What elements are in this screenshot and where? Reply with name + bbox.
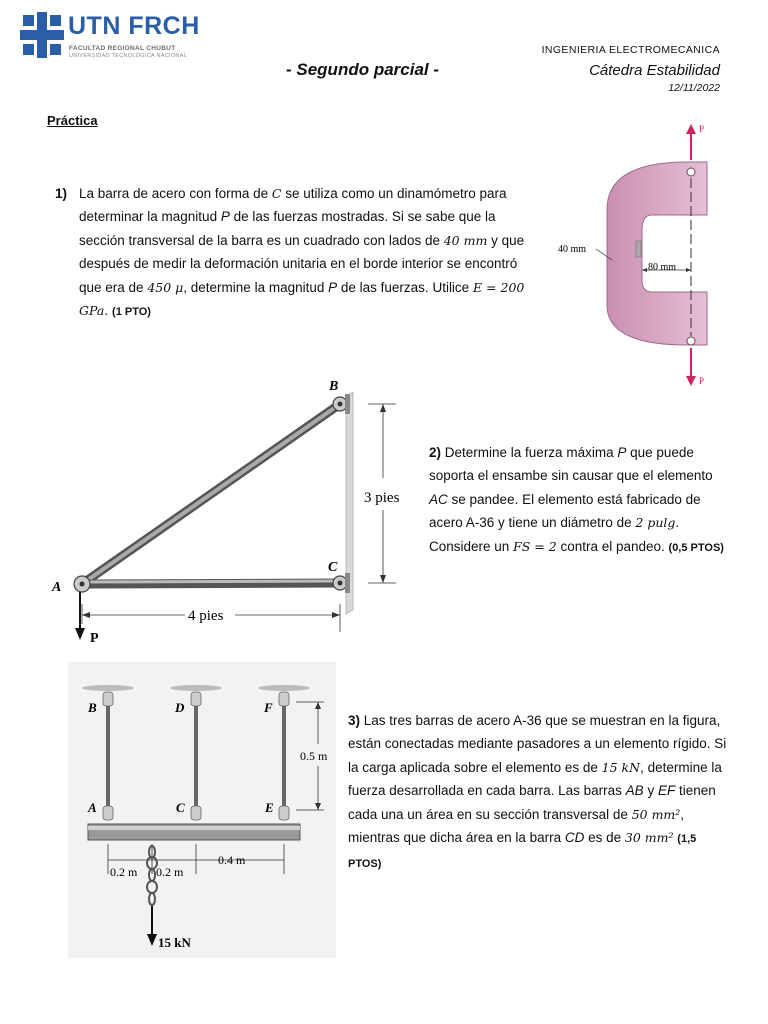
exam-title: - Segundo parcial - xyxy=(286,60,440,79)
logo-subtitle: FACULTAD REGIONAL CHUBUT xyxy=(69,45,176,52)
svg-text:0.2 m: 0.2 m xyxy=(156,865,184,879)
logo-wordmark: UTN FRCH xyxy=(68,12,200,40)
q2-text: 2) Determine la fuerza máxima P que puede soporta el ensambe sin causar que el elemento AC se pandee. El elemento está fabricado de acero A-36 y tiene un diámetro de 2 pulg. Considere un FS = 2 contra el pandeo. (0,5 PTOS) xyxy=(429,445,724,554)
svg-text:D: D xyxy=(175,700,185,715)
svg-text:C: C xyxy=(328,560,338,575)
svg-text:P: P xyxy=(699,124,705,134)
q1-points: (1 PTO) xyxy=(112,306,151,319)
svg-text:40 mm: 40 mm xyxy=(558,244,587,255)
q3-text: 3) Las tres barras de acero A-36 que se muestran en la figura, están conectadas mediante pasadores a un elemento rígido. Si la carga aplicada sobre el elemento es de 15 kN, determine la fuerza desarrollada en cada barra. Las barras AB y EF tienen cada una un área en su sección transversal de 50 mm², mientras que dicha área en la barra CD es de 30 mm² (1,5 PTOS) xyxy=(348,713,727,871)
svg-text:F: F xyxy=(264,700,273,715)
svg-text:B: B xyxy=(88,700,97,715)
q3-number: 3) xyxy=(348,713,361,728)
svg-text:P: P xyxy=(699,376,705,386)
svg-text:0.4 m: 0.4 m xyxy=(218,853,246,867)
course-label: Cátedra Estabilidad xyxy=(589,62,720,79)
utn-logo-icon xyxy=(20,12,64,58)
svg-text:C: C xyxy=(176,800,185,815)
q2-number: 2) xyxy=(429,445,442,460)
q1-number: 1) xyxy=(55,186,68,201)
c-bar-figure xyxy=(552,120,732,390)
logo-subtitle-2: UNIVERSIDAD TECNOLÓGICA NACIONAL xyxy=(69,53,187,59)
svg-text:E: E xyxy=(265,800,274,815)
department-label: INGENIERIA ELECTROMECANICA xyxy=(541,44,720,56)
svg-text:0.5 m: 0.5 m xyxy=(300,749,328,763)
exam-date: 12/11/2022 xyxy=(668,82,720,94)
q1-text: La barra de acero con forma de C se utiliza como un dinamómetro para determinar la magnitud P de las fuerzas mostradas. Si se sabe que la sección transversal de la barra es un cuadrado con lados de 40 mm y que después de medir la deformación unitaria en el borde interior se encontró que era de 450 μ, determine la magnitud P de las fuerzas. Utilice E = 200 GPa. (1 PTO) xyxy=(79,186,525,319)
svg-text:80 mm: 80 mm xyxy=(648,262,677,273)
q2-points: (0,5 PTOS) xyxy=(668,541,724,554)
section-title: Práctica xyxy=(47,113,98,128)
svg-text:4 pies: 4 pies xyxy=(188,608,224,624)
svg-text:B: B xyxy=(329,379,339,394)
svg-text:0.2 m: 0.2 m xyxy=(110,865,138,879)
truss-figure xyxy=(50,378,420,650)
svg-text:A: A xyxy=(88,800,97,815)
svg-text:A: A xyxy=(52,580,62,595)
svg-text:P: P xyxy=(90,631,99,646)
q3-points: (1,5 PTOS) xyxy=(348,833,697,871)
three-bars-figure xyxy=(68,662,336,958)
svg-text:3 pies: 3 pies xyxy=(364,490,400,506)
svg-text:15 kN: 15 kN xyxy=(158,935,191,950)
